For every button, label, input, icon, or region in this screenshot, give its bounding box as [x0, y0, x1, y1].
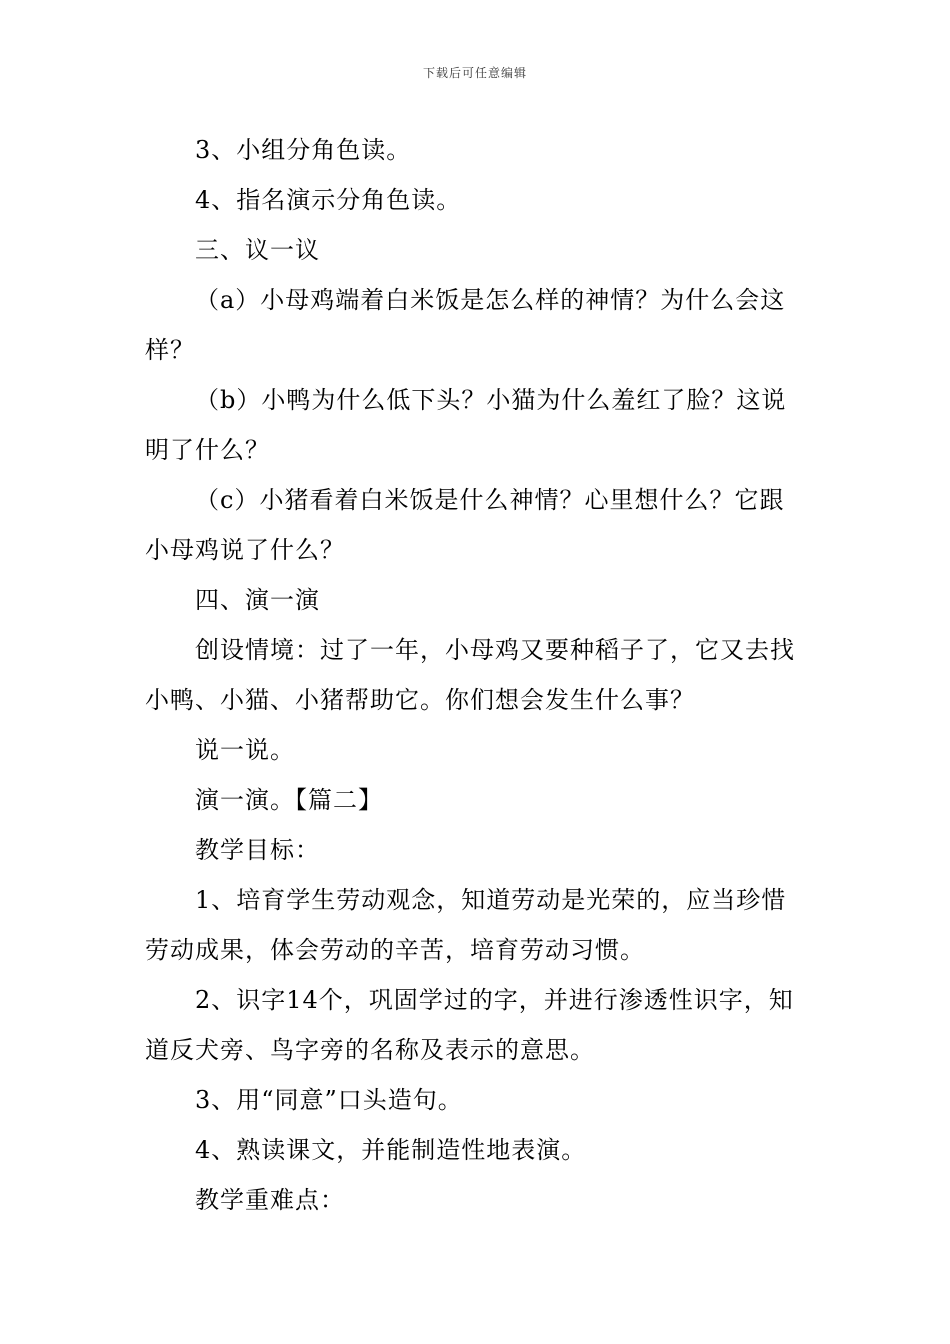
section-heading: 四、演一演 — [195, 586, 320, 614]
paragraph: 2、识字14个，巩固学过的字，并进行渗透性识字，知道反犬旁、鸟字旁的名称及表示的意思。 — [145, 986, 794, 1064]
page-header: 下载后可任意编辑 — [422, 66, 527, 80]
paragraph: 1、培育学生劳动观念，知道劳动是光荣的，应当珍惜劳动成果，体会劳动的辛苦，培育劳动习惯。 — [145, 886, 787, 964]
paragraph: 说一说。 — [195, 736, 295, 764]
section-heading: 三、议一议 — [195, 236, 320, 264]
paragraph: 演一演。【篇二】 — [195, 786, 383, 814]
paragraph: （b）小鸭为什么低下头？小猫为什么羞红了脸？这说明了什么？ — [145, 386, 787, 464]
paragraph: （a）小母鸡端着白米饭是怎么样的神情？为什么会这样？ — [145, 286, 786, 364]
paragraph: （c）小猪看着白米饭是什么神情？心里想什么？它跟小母鸡说了什么？ — [145, 486, 785, 564]
paragraph: 创设情境：过了一年，小母鸡又要种稻子了，它又去找小鸭、小猫、小猪帮助它。你们想会发生什么事？ — [145, 636, 795, 714]
section-heading: 教学目标： — [195, 836, 320, 864]
document-body — [145, 125, 807, 1225]
paragraph: 3、用“同意”口头造句。 — [195, 1086, 463, 1114]
paragraph: 3、小组分角色读。 — [195, 136, 412, 164]
paragraph: 4、熟读课文，并能制造性地表演。 — [195, 1136, 587, 1164]
paragraph: 4、指名演示分角色读。 — [195, 186, 462, 214]
section-heading: 教学重难点： — [195, 1186, 345, 1214]
